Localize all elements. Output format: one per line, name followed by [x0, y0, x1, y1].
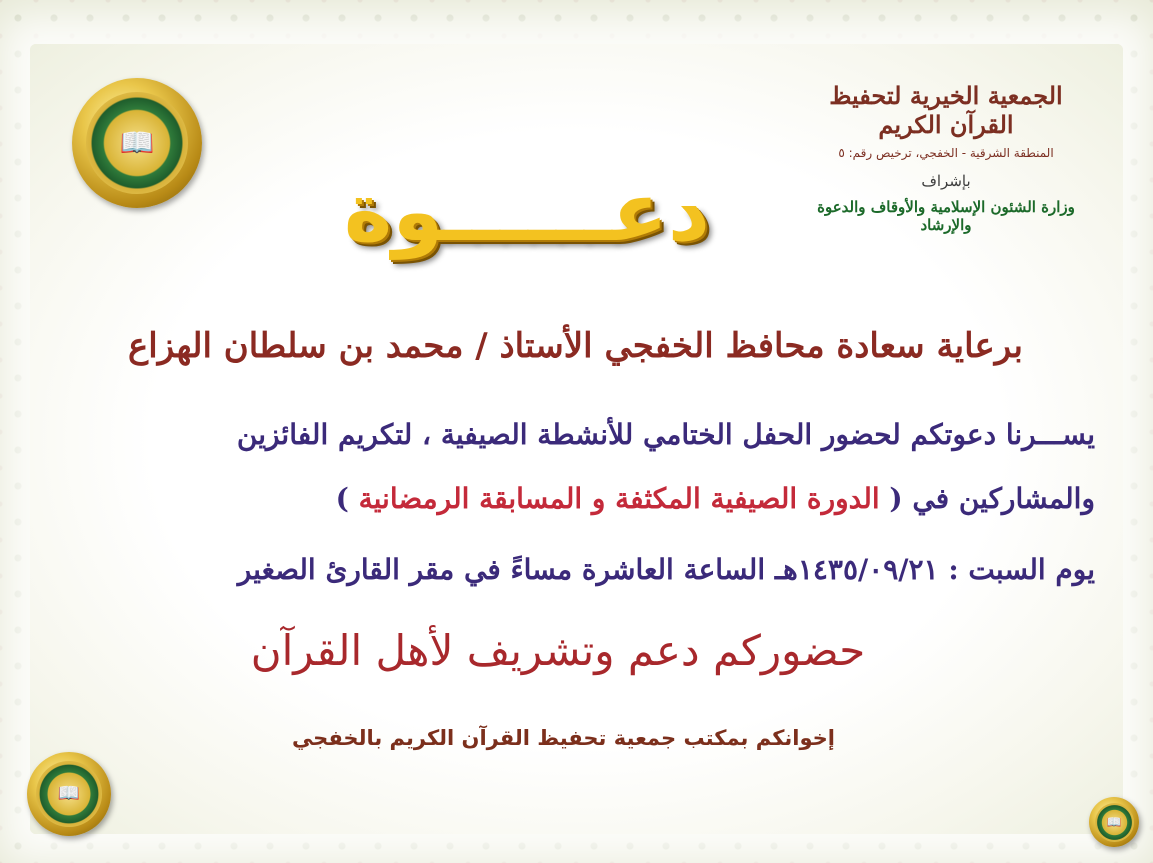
seal-ring [1095, 803, 1134, 842]
quran-book-icon: 📖 [119, 125, 155, 159]
signature-line: إخوانكم بمكتب جمعية تحفيظ القرآن الكريم بالخفجي [291, 726, 835, 750]
closing-parenthesis: ) [335, 482, 349, 515]
organization-name: الجمعية الخيرية لتحفيظ القرآن الكريم [829, 81, 1063, 139]
seal-ring [36, 761, 102, 827]
ministry-name: وزارة الشئون الإسلامية والأوقاف والدعوة والإرشاد [817, 197, 1075, 234]
slogan: حضوركم دعم وتشريف لأهل القرآن [250, 626, 866, 675]
quran-book-icon: 📖 [1106, 815, 1122, 829]
supervision-label: بإشراف [921, 171, 971, 190]
course-name: الدورة الصيفية المكثفة و المسابقة الرمضانية [348, 482, 890, 515]
participants-text: والمشاركين في ( [889, 482, 1095, 515]
quran-book-icon: 📖 [57, 782, 81, 804]
organization-seal-small-left [27, 752, 111, 836]
organization-region: المنطقة الشرقية - الخفجي، ترخيص رقم: ٥ [838, 145, 1054, 160]
invitation-body-line-1: يســـرنا دعوتكم لحضور الحفل الختامي للأنشطة الصيفية ، لتكريم الفائزين [236, 418, 1095, 451]
organization-header [811, 82, 1081, 234]
organization-seal-logo [72, 78, 202, 208]
patronage-line: برعاية سعادة محافظ الخفجي الأستاذ / محمد بن سلطان الهزاع [127, 326, 1024, 366]
invitation-title: دعــــــوة [343, 165, 710, 260]
invitation-body-line-2 [65, 482, 1095, 515]
event-date-time-line: يوم السبت : ١٤٣٥/٠٩/٢١هـ الساعة العاشرة مساءً في مقر القارئ الصغير [237, 553, 1095, 586]
organization-seal-small-right [1089, 797, 1139, 847]
seal-ring [86, 92, 187, 193]
